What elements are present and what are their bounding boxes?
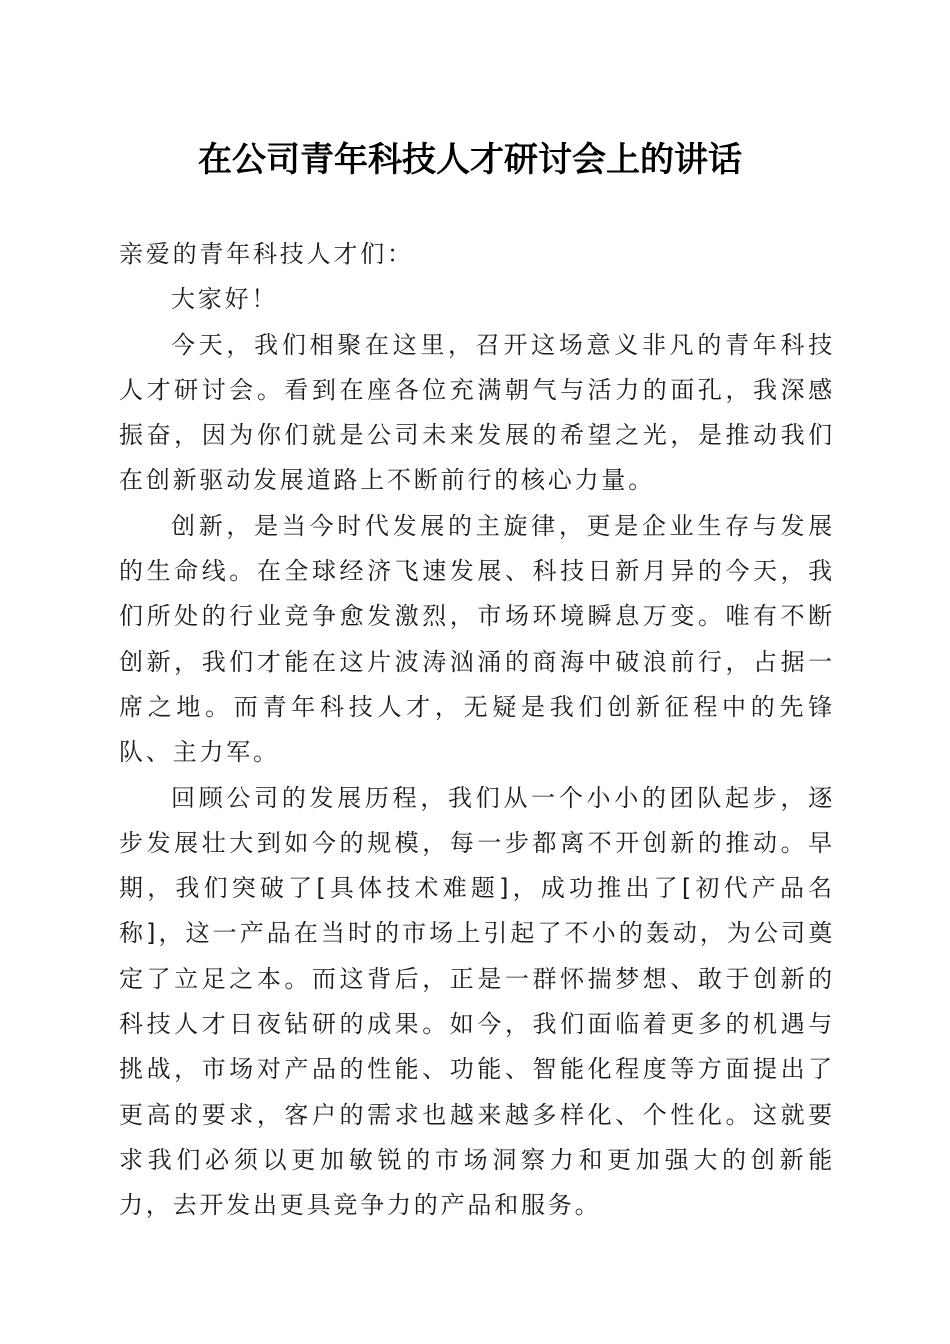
- salutation: 亲爱的青年科技人才们：: [119, 240, 414, 268]
- paragraph: 回顾公司的发展历程，我们从一个小小的团队起步，逐步发展壮大到如今的规模，每一步都离不开创新的推动。早期，我们突破了[具体技术难题]，成功推出了[初代产品名称]，这一产品在当时的市场上引起了不小的轰动，为公司奠定了立足之本。而这背后，正是一群怀揣梦想、敢于创新的科技人才日夜钻研的成果。如今，我们面临着更多的机遇与挑战，市场对产品的性能、功能、智能化程度等方面提出了更高的要求，客户的需求也越来越多样化、个性化。这就要求我们必须以更加敏锐的市场洞察力和更加强大的创新能力，去开发出更具竞争力的产品和服务。: [119, 783, 835, 1220]
- paragraph: 创新，是当今时代发展的主旋律，更是企业生存与发展的生命线。在全球经济飞速发展、科技日新月异的今天，我们所处的行业竞争愈发激烈，市场环境瞬息万变。唯有不断创新，我们才能在这片波涛汹涌的商海中破浪前行，占据一席之地。而青年科技人才，无疑是我们创新征程中的先锋队、主力军。: [119, 511, 835, 767]
- page-title: 在公司青年科技人才研讨会上的讲话: [198, 140, 742, 180]
- paragraph: 今天，我们相聚在这里，召开这场意义非凡的青年科技人才研讨会。看到在座各位充满朝气与活力的面孔，我深感振奋，因为你们就是公司未来发展的希望之光，是推动我们在创新驱动发展道路上不断前行的核心力量。: [119, 330, 835, 495]
- greeting: 大家好！: [171, 285, 279, 314]
- speech-body: [119, 232, 835, 1229]
